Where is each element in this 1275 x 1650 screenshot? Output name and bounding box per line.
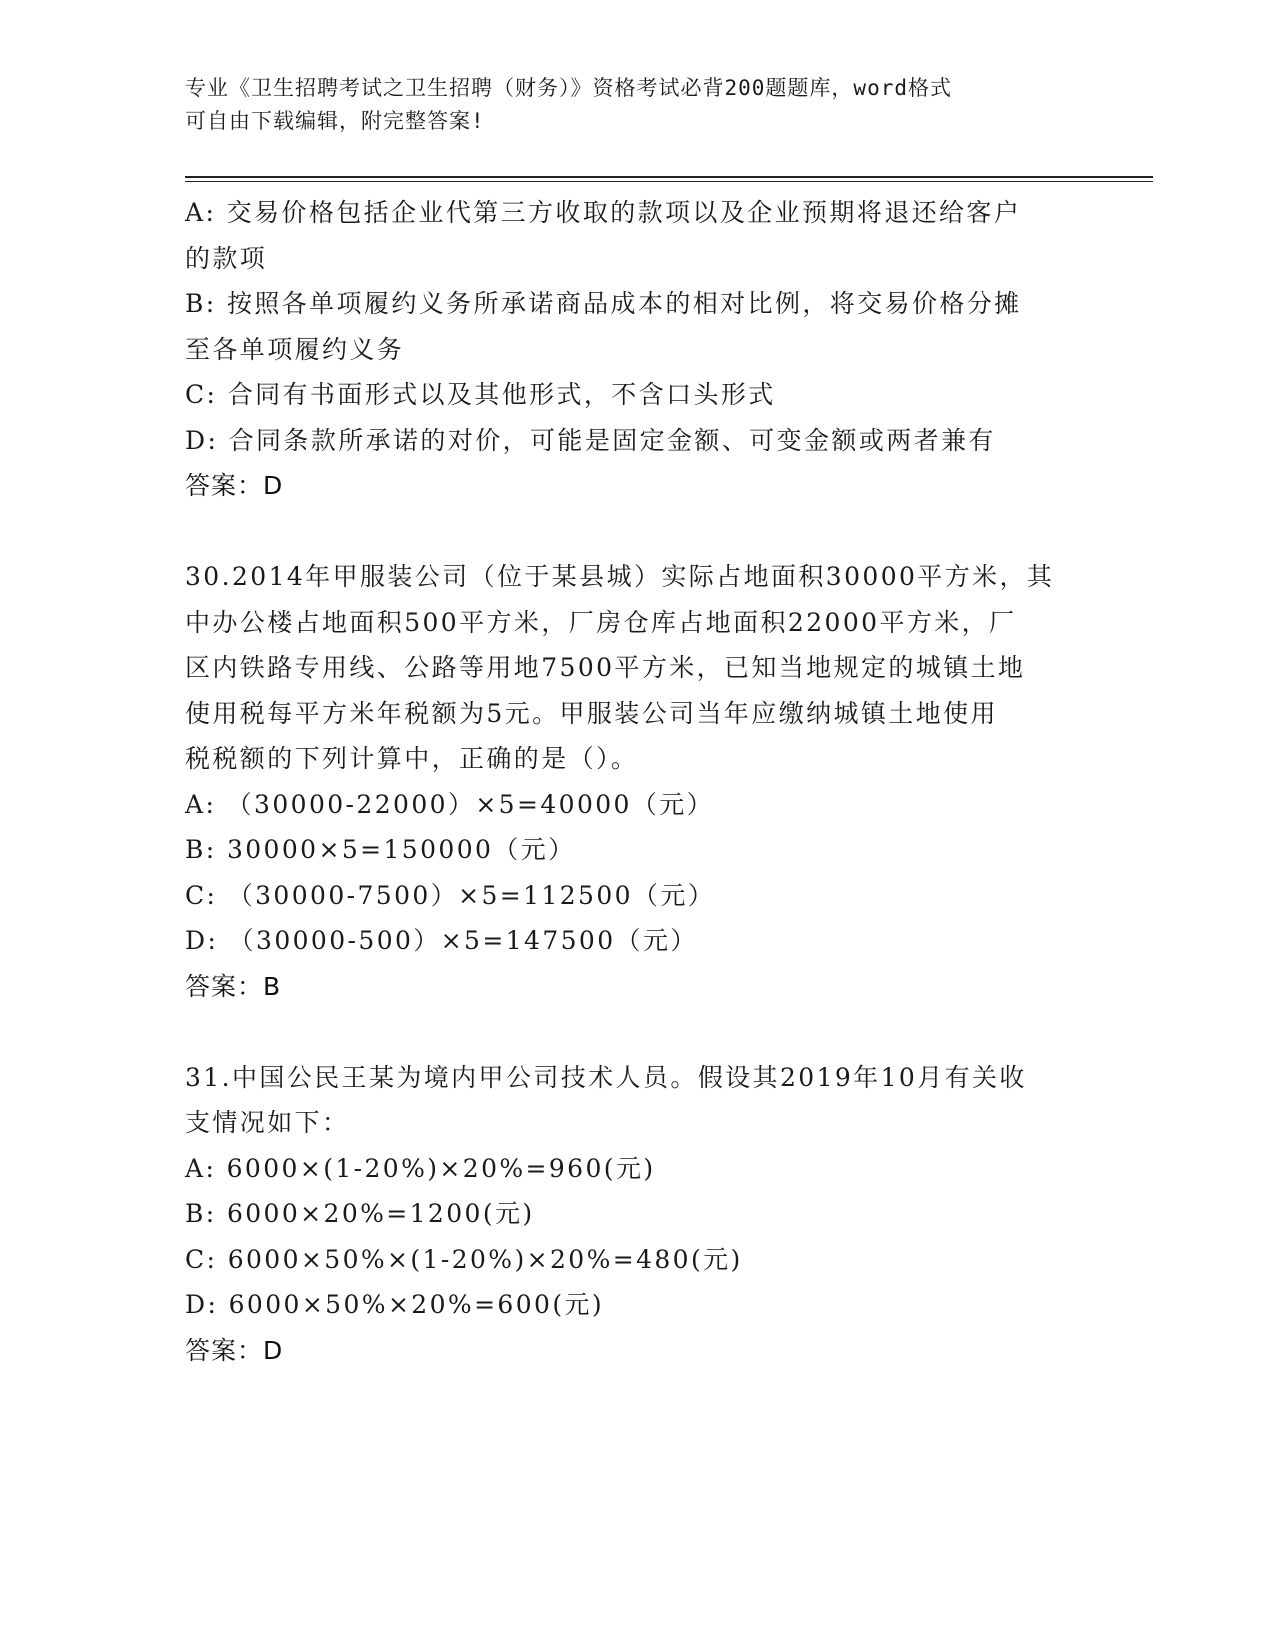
spacer: [185, 1009, 1085, 1055]
q31-option-c: C: 6000×50%×(1-20%)×20%=480(元): [185, 1244, 743, 1274]
q30-stem-line-5: 税税额的下列计算中，正确的是（）。: [185, 744, 639, 773]
q30-stem-line-1: 30.2014年甲服装公司（位于某县城）实际占地面积30000平方米，其: [185, 562, 1055, 591]
spacer: [185, 509, 1085, 555]
q31-stem-line-1: 31.中国公民王某为境内甲公司技术人员。假设其2019年10月有关收: [185, 1062, 1027, 1092]
q29-option-b-line-2: 至各单项履约义务: [185, 334, 405, 364]
q29-answer: 答案：D: [185, 471, 284, 500]
q29-option-c: C: 合同有书面形式以及其他形式，不含口头形式: [185, 380, 776, 409]
header-line-2: 可自由下载编辑，附完整答案!: [185, 109, 485, 133]
question-30: [185, 554, 1085, 1009]
q31-option-d: D: 6000×50%×20%=600(元): [185, 1290, 605, 1319]
header-divider-thin: [185, 181, 1153, 182]
header-line-1: 专业《卫生招聘考试之卫生招聘（财务）》资格考试必背200题题库，word格式: [185, 76, 952, 100]
q30-option-d: D: （30000-500）×5=147500（元）: [185, 926, 698, 955]
q30-stem-line-2: 中办公楼占地面积500平方米，厂房仓库占地面积22000平方米，厂: [185, 607, 1017, 637]
q29-option-a-line-1: A: 交易价格包括企业代第三方收取的款项以及企业预期将退还给客户: [185, 198, 1022, 227]
q29-option-a-line-2: 的款项: [185, 243, 268, 273]
q31-stem-line-2: 支情况如下：: [185, 1108, 350, 1137]
q31-option-a: A: 6000×(1-20%)×20%=960(元): [185, 1153, 656, 1183]
q31-option-b: B: 6000×20%=1200(元): [185, 1199, 535, 1228]
q30-option-c: C: （30000-7500）×5=112500（元）: [185, 880, 716, 910]
q30-stem-line-4: 使用税每平方米年税额为5元。甲服装公司当年应缴纳城镇土地使用: [185, 698, 998, 728]
q31-answer: 答案：D: [185, 1335, 284, 1365]
q30-option-a: A: （30000-22000）×5=40000（元）: [185, 789, 715, 819]
q29-option-b-line-1: B: 按照各单项履约义务所承诺商品成本的相对比例，将交易价格分摊: [185, 289, 1022, 318]
header-divider-thick: [185, 176, 1153, 178]
q29-option-d: D: 合同条款所承诺的对价，可能是固定金额、可变金额或两者兼有: [185, 425, 996, 455]
document-header: [185, 72, 1085, 138]
question-29: [185, 190, 1085, 509]
q30-option-b: B: 30000×5=150000（元）: [185, 835, 576, 864]
document-body: [185, 190, 1085, 1373]
q30-answer: 答案：B: [185, 971, 282, 1001]
q30-stem-line-3: 区内铁路专用线、公路等用地7500平方米，已知当地规定的城镇土地: [185, 653, 1026, 682]
question-31: [185, 1055, 1085, 1374]
